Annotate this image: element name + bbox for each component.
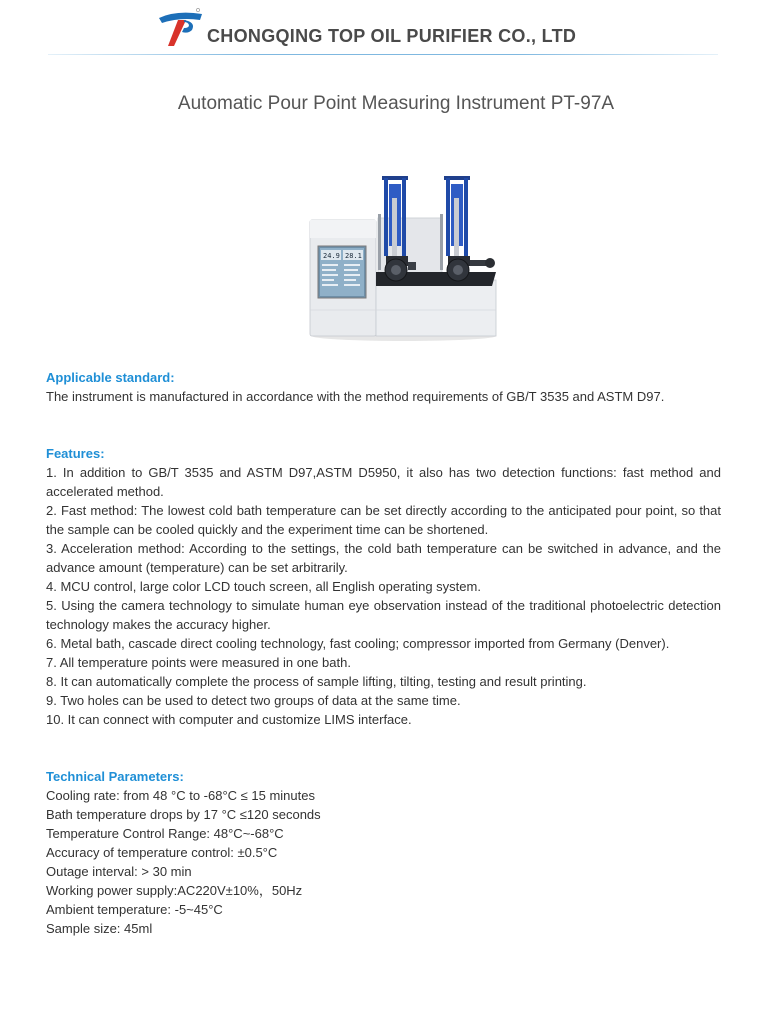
feature-item: 1. In addition to GB/T 3535 and ASTM D97,ASTM D5950, it also has two detection functions: fast method and accelerated method. (46, 465, 721, 499)
feature-item: 7. All temperature points were measured in one bath. (46, 655, 351, 670)
display-left-value: 24.9 (323, 252, 340, 260)
parameter-item: Sample size: 45ml (46, 921, 153, 936)
feature-item: 8. It can automatically complete the process of sample lifting, tilting, testing and result printing. (46, 674, 587, 689)
parameter-item: Ambient temperature: -5~45°C (46, 902, 223, 917)
standard-text: The instrument is manufactured in accordance with the method requirements of GB/T 3535 and ASTM D97. (46, 389, 665, 404)
features-heading: Features: (46, 446, 105, 461)
document-body (46, 368, 721, 938)
feature-item: 5. Using the camera technology to simulate human eye observation instead of the traditional photoelectric detection technology makes the accuracy higher. (46, 598, 721, 632)
page-header (0, 0, 768, 60)
company-logo-icon (156, 6, 204, 48)
spacer (46, 729, 721, 767)
parameters-list (46, 786, 721, 938)
parameter-item: Temperature Control Range: 48°C~-68°C (46, 826, 284, 841)
parameter-item: Accuracy of temperature control: ±0.5°C (46, 845, 278, 860)
product-photo (304, 170, 500, 342)
feature-item: 3. Acceleration method: According to the settings, the cold bath temperature can be switched in advance, and the advance amount (temperature) can be set arbitrarily. (46, 541, 721, 575)
document-title: Automatic Pour Point Measuring Instrument PT-97A (177, 93, 615, 114)
parameters-section (46, 767, 721, 938)
parameter-item: Cooling rate: from 48 °C to -68°C ≤ 15 minutes (46, 788, 315, 803)
parameter-item: Bath temperature drops by 17 °C ≤120 seconds (46, 807, 321, 822)
parameter-item: Outage interval: > 30 min (46, 864, 192, 879)
company-name: CHONGQING TOP OIL PURIFIER CO., LTD (207, 26, 577, 46)
standard-heading: Applicable standard: (46, 370, 175, 385)
spacer (46, 406, 721, 444)
feature-item: 6. Metal bath, cascade direct cooling technology, fast cooling; compressor imported from Germany (Denver). (46, 636, 670, 651)
display-right-value: 28.1 (345, 252, 362, 260)
parameters-heading: Technical Parameters: (46, 769, 184, 784)
features-list (46, 463, 721, 729)
feature-item: 4. MCU control, large color LCD touch screen, all English operating system. (46, 579, 481, 594)
feature-item: 9. Two holes can be used to detect two groups of data at the same time. (46, 693, 461, 708)
parameter-item: Working power supply:AC220V±10%，50Hz (46, 883, 303, 898)
header-divider (48, 54, 718, 55)
feature-item: 10. It can connect with computer and customize LIMS interface. (46, 712, 412, 727)
standard-section (46, 368, 721, 406)
features-section (46, 444, 721, 729)
feature-item: 2. Fast method: The lowest cold bath temperature can be set directly according to the anticipated pour point, so that the sample can be cooled quickly and the experiment time can be shortened. (46, 503, 721, 537)
